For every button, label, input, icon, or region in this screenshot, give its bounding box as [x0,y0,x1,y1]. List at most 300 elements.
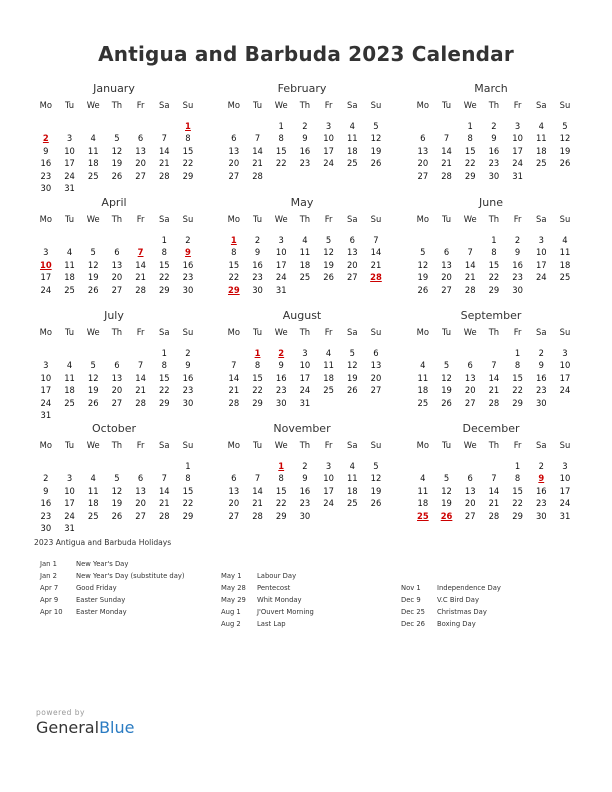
day: 21 [135,385,146,395]
weekday-header: Tu [252,440,263,450]
day: 31 [275,284,287,295]
day: 9 [278,360,284,370]
weekday-header: Tu [441,440,452,450]
day: 5 [325,234,332,245]
day: 29 [182,170,194,181]
day: 31 [40,410,52,420]
day: 17 [64,498,75,508]
weekday-header: Fr [136,100,145,110]
day: 11 [346,133,358,143]
day: 3 [43,360,49,370]
day: 26 [346,385,358,395]
weekday-header: Su [559,214,571,224]
powered-by-text: powered by [36,708,85,717]
day: 9 [538,360,544,370]
holiday-date: Apr 10 [40,608,63,616]
weekday-header: Fr [136,214,145,224]
day: 7 [467,247,473,257]
day: 3 [562,460,568,471]
empty-cell [34,460,58,473]
empty-cell [222,120,246,133]
weekday-header: We [274,327,288,337]
day: 8 [231,247,237,257]
day: 14 [441,145,452,156]
day: 12 [87,372,99,383]
holiday-date: Apr 9 [40,596,59,604]
weekday-header: Su [182,440,194,450]
day: 4 [66,247,73,257]
weekday-header: Su [370,327,382,337]
day: 16 [299,145,311,156]
empty-cell [58,120,82,133]
day: 18 [87,158,99,168]
day: 26 [111,510,123,521]
day: 24 [40,397,52,408]
day: 18 [417,385,429,395]
holiday-row [221,594,314,606]
day: 19 [370,145,382,156]
day: 4 [302,234,308,245]
day: 10 [535,247,547,257]
day: 2 [43,473,49,483]
day: 26 [441,397,452,408]
holiday-row [221,606,314,618]
day: 20 [441,272,452,282]
day: 3 [325,120,332,131]
holiday-row [221,582,314,594]
day: 7 [161,133,167,143]
day: 1 [467,120,473,131]
month-8 [411,309,571,409]
holiday-name: J'Ouvert Morning [257,608,314,616]
day: 11 [559,247,571,257]
day: 18 [346,145,358,156]
month-9 [34,422,194,535]
empty-cell [105,234,129,247]
day: 22 [512,385,523,395]
day: 4 [349,460,355,471]
day: 28 [464,284,476,295]
day: 12 [111,485,123,496]
weekday-header: Th [111,327,123,337]
month-day-grid [411,326,571,409]
holiday-row [401,606,501,618]
day: 6 [467,473,473,483]
month-day-grid [411,213,571,296]
day: 9 [514,247,521,257]
day: 5 [562,120,568,131]
weekday-header: Mo [416,100,430,110]
day: 6 [231,133,237,143]
day: 30 [535,397,547,408]
day: 6 [373,347,379,358]
day: 27 [346,272,358,282]
day: 1 [514,347,521,358]
month-2 [411,82,571,182]
empty-cell [58,234,82,247]
day: 6 [467,360,473,370]
day: 21 [252,158,263,168]
day: 22 [275,158,287,168]
day: 9 [43,145,49,156]
day: 27 [464,397,476,408]
month-0 [34,82,194,195]
day: 7 [491,360,497,370]
day: 3 [43,247,49,257]
day: 26 [370,498,382,508]
empty-cell [482,460,506,473]
weekday-header: Mo [227,214,241,224]
day: 28 [135,397,146,408]
day: 18 [323,372,334,383]
empty-cell [34,120,58,133]
month-4 [222,196,382,296]
day: 27 [111,284,123,295]
day: 22 [158,385,170,395]
day: 4 [66,360,73,370]
day: 27 [111,397,123,408]
weekday-header: Fr [136,327,145,337]
day: 25 [346,158,358,168]
weekday-header: Fr [324,440,333,450]
day: 10 [299,360,311,370]
day: 28 [228,397,240,408]
day: 7 [373,234,379,245]
day: 4 [90,473,96,483]
weekday-header: Fr [513,214,522,224]
empty-cell [458,234,482,247]
weekday-header: We [86,440,100,450]
weekday-header: Fr [324,100,333,110]
weekday-header: Fr [513,440,522,450]
day: 5 [90,247,96,257]
day: 8 [254,360,261,370]
day: 5 [114,473,120,483]
holiday-date: Aug 1 [221,608,241,616]
day: 11 [417,372,429,383]
day: 15 [182,145,194,156]
day: 28 [135,284,146,295]
empty-cell [129,460,153,473]
day: 26 [87,397,99,408]
holiday-day: 1 [254,347,261,358]
day: 4 [90,133,96,143]
day: 20 [111,385,123,395]
holiday-day: 9 [185,247,191,257]
weekday-header: Sa [347,214,358,224]
day: 29 [488,284,500,295]
day: 16 [299,485,311,496]
weekday-header: Tu [252,327,263,337]
day: 27 [135,510,146,521]
day: 27 [464,510,476,521]
empty-cell [129,234,153,247]
holiday-column [221,570,314,630]
day: 30 [182,397,194,408]
weekday-header: Tu [252,214,263,224]
day: 16 [182,259,194,270]
weekday-header: Sa [347,440,358,450]
day: 28 [252,510,263,521]
day: 10 [275,247,287,257]
holiday-date: May 29 [221,596,246,604]
day: 23 [182,385,194,395]
weekday-header: Mo [227,100,241,110]
weekday-header: Mo [39,327,53,337]
day: 4 [538,120,544,131]
day: 1 [278,120,284,131]
day: 11 [323,360,334,370]
day: 7 [443,133,450,143]
month-11 [411,422,571,522]
day: 13 [417,145,429,156]
holiday-name: New Year's Day (substitute day) [76,572,185,580]
day: 16 [535,372,547,383]
weekday-header: Sa [536,214,547,224]
weekday-header: Fr [513,100,522,110]
weekday-header: Sa [347,100,358,110]
holiday-row [401,582,501,594]
weekday-header: Su [559,327,571,337]
day: 20 [135,498,146,508]
day: 3 [538,234,544,245]
holiday-day: 1 [278,460,285,471]
day: 11 [299,247,311,257]
day: 3 [278,234,284,245]
day: 26 [370,158,382,168]
day: 12 [370,473,382,483]
day: 13 [370,360,382,370]
day: 19 [417,272,429,282]
empty-cell [246,460,270,473]
weekday-header: Th [299,214,311,224]
month-day-grid [34,439,194,535]
day: 17 [299,372,311,383]
empty-cell [458,460,482,473]
holiday-name: Boxing Day [437,620,476,628]
day: 9 [43,485,49,496]
day: 9 [185,360,191,370]
empty-cell [152,460,176,473]
empty-cell [458,347,482,360]
holiday-day: 25 [417,510,429,521]
day: 10 [40,372,52,383]
day: 28 [488,510,500,521]
weekday-header: Tu [64,327,75,337]
weekday-header: Sa [536,100,547,110]
weekday-header: Tu [64,100,75,110]
weekday-header: Sa [536,440,547,450]
day: 23 [299,158,311,168]
weekday-header: Sa [536,327,547,337]
day: 21 [488,498,500,508]
day: 27 [441,284,452,295]
day: 30 [182,284,194,295]
empty-cell [129,120,153,133]
day: 10 [559,360,571,370]
month-name: March [474,82,508,95]
day: 30 [275,397,287,408]
empty-cell [435,460,459,473]
day: 21 [370,259,382,270]
holiday-day: 2 [278,347,285,358]
day: 24 [535,272,547,282]
day: 20 [464,385,476,395]
day: 30 [299,510,311,521]
holiday-date: Apr 7 [40,584,59,592]
day: 3 [325,460,332,471]
day: 19 [111,498,123,508]
day: 28 [158,170,170,181]
day: 4 [420,473,426,483]
day: 4 [420,360,426,370]
day: 20 [228,158,240,168]
day: 21 [488,385,500,395]
day: 20 [417,158,429,168]
day: 23 [535,385,547,395]
day: 22 [488,272,500,282]
day: 14 [488,485,500,496]
day: 26 [323,272,334,282]
holiday-date: Dec 26 [401,620,425,628]
day: 25 [323,385,334,395]
weekday-header: Mo [227,327,241,337]
weekday-header: Th [488,440,500,450]
day: 5 [373,120,379,131]
holiday-day: 26 [440,510,453,521]
weekday-header: Tu [441,214,452,224]
day: 17 [559,485,571,496]
day: 1 [185,460,191,471]
month-1 [222,82,382,182]
day: 22 [464,158,476,168]
day: 24 [559,498,571,508]
holiday-name: New Year's Day [76,560,129,568]
month-name: July [104,309,124,322]
month-name: June [479,196,503,209]
day: 17 [512,145,523,156]
day: 2 [185,234,191,245]
holiday-row [401,618,501,630]
day: 7 [231,360,237,370]
day: 4 [562,234,568,245]
holiday-row [40,558,185,570]
day: 21 [158,158,170,168]
month-day-grid [411,439,571,522]
month-name: May [290,196,314,209]
day: 12 [370,133,382,143]
day: 19 [111,158,123,168]
weekday-header: Mo [227,440,241,450]
weekday-header: Tu [441,327,452,337]
weekday-header: Fr [324,327,333,337]
day: 25 [87,510,99,521]
holiday-name: Whit Monday [257,596,302,604]
day: 27 [370,385,382,395]
holiday-day: 7 [137,247,144,257]
brand-logo [36,718,134,737]
day: 5 [373,460,379,471]
holiday-date: Dec 25 [401,608,425,616]
day: 18 [559,259,571,270]
empty-cell [81,347,105,360]
weekday-header: Th [111,100,123,110]
weekday-header: Mo [39,100,53,110]
month-name: August [282,309,322,322]
day: 17 [323,145,334,156]
day: 8 [185,473,191,483]
day: 13 [441,259,452,270]
day: 18 [346,485,358,496]
holiday-day: 1 [185,120,191,131]
day: 14 [464,259,476,270]
weekday-header: Fr [136,440,145,450]
day: 17 [535,259,547,270]
day: 12 [87,259,99,270]
day: 23 [535,498,547,508]
holiday-row [40,570,185,582]
empty-cell [34,234,58,247]
day: 21 [252,498,263,508]
day: 23 [182,272,194,282]
day: 29 [275,510,287,521]
day: 24 [275,272,287,282]
day: 27 [135,170,146,181]
day: 15 [228,259,240,270]
day: 8 [278,133,284,143]
day: 5 [420,247,426,257]
day: 28 [158,510,170,521]
day: 31 [64,523,75,533]
day: 13 [346,247,358,257]
day: 10 [64,485,75,496]
empty-cell [105,347,129,360]
holiday-date: May 28 [221,584,246,592]
month-3 [34,196,194,296]
weekday-header: We [86,214,100,224]
holiday-row [40,606,185,618]
footer [36,708,134,737]
day: 14 [370,247,382,257]
empty-cell [435,347,459,360]
day: 20 [228,498,240,508]
holiday-day: 9 [538,473,545,483]
empty-cell [129,347,153,360]
day: 11 [87,485,99,496]
holiday-date: Jan 2 [40,572,57,580]
holiday-day: 1 [230,234,237,245]
weekday-header: Su [559,100,571,110]
day: 29 [158,284,170,295]
day: 2 [538,460,544,471]
empty-cell [482,347,506,360]
holiday-row [221,570,314,582]
weekday-header: Su [182,327,194,337]
weekday-header: Mo [416,440,430,450]
weekday-header: Tu [64,214,75,224]
calendar-title: Antigua and Barbuda 2023 Calendar [98,42,514,66]
holidays-title: 2023 Antigua and Barbuda Holidays [34,538,172,547]
day: 6 [137,473,144,483]
empty-cell [411,460,435,473]
day: 23 [512,272,523,282]
day: 5 [443,473,450,483]
day: 31 [299,397,311,408]
day: 18 [87,498,99,508]
holiday-day: 10 [40,259,52,270]
weekday-header: Sa [159,440,170,450]
day: 1 [491,234,497,245]
